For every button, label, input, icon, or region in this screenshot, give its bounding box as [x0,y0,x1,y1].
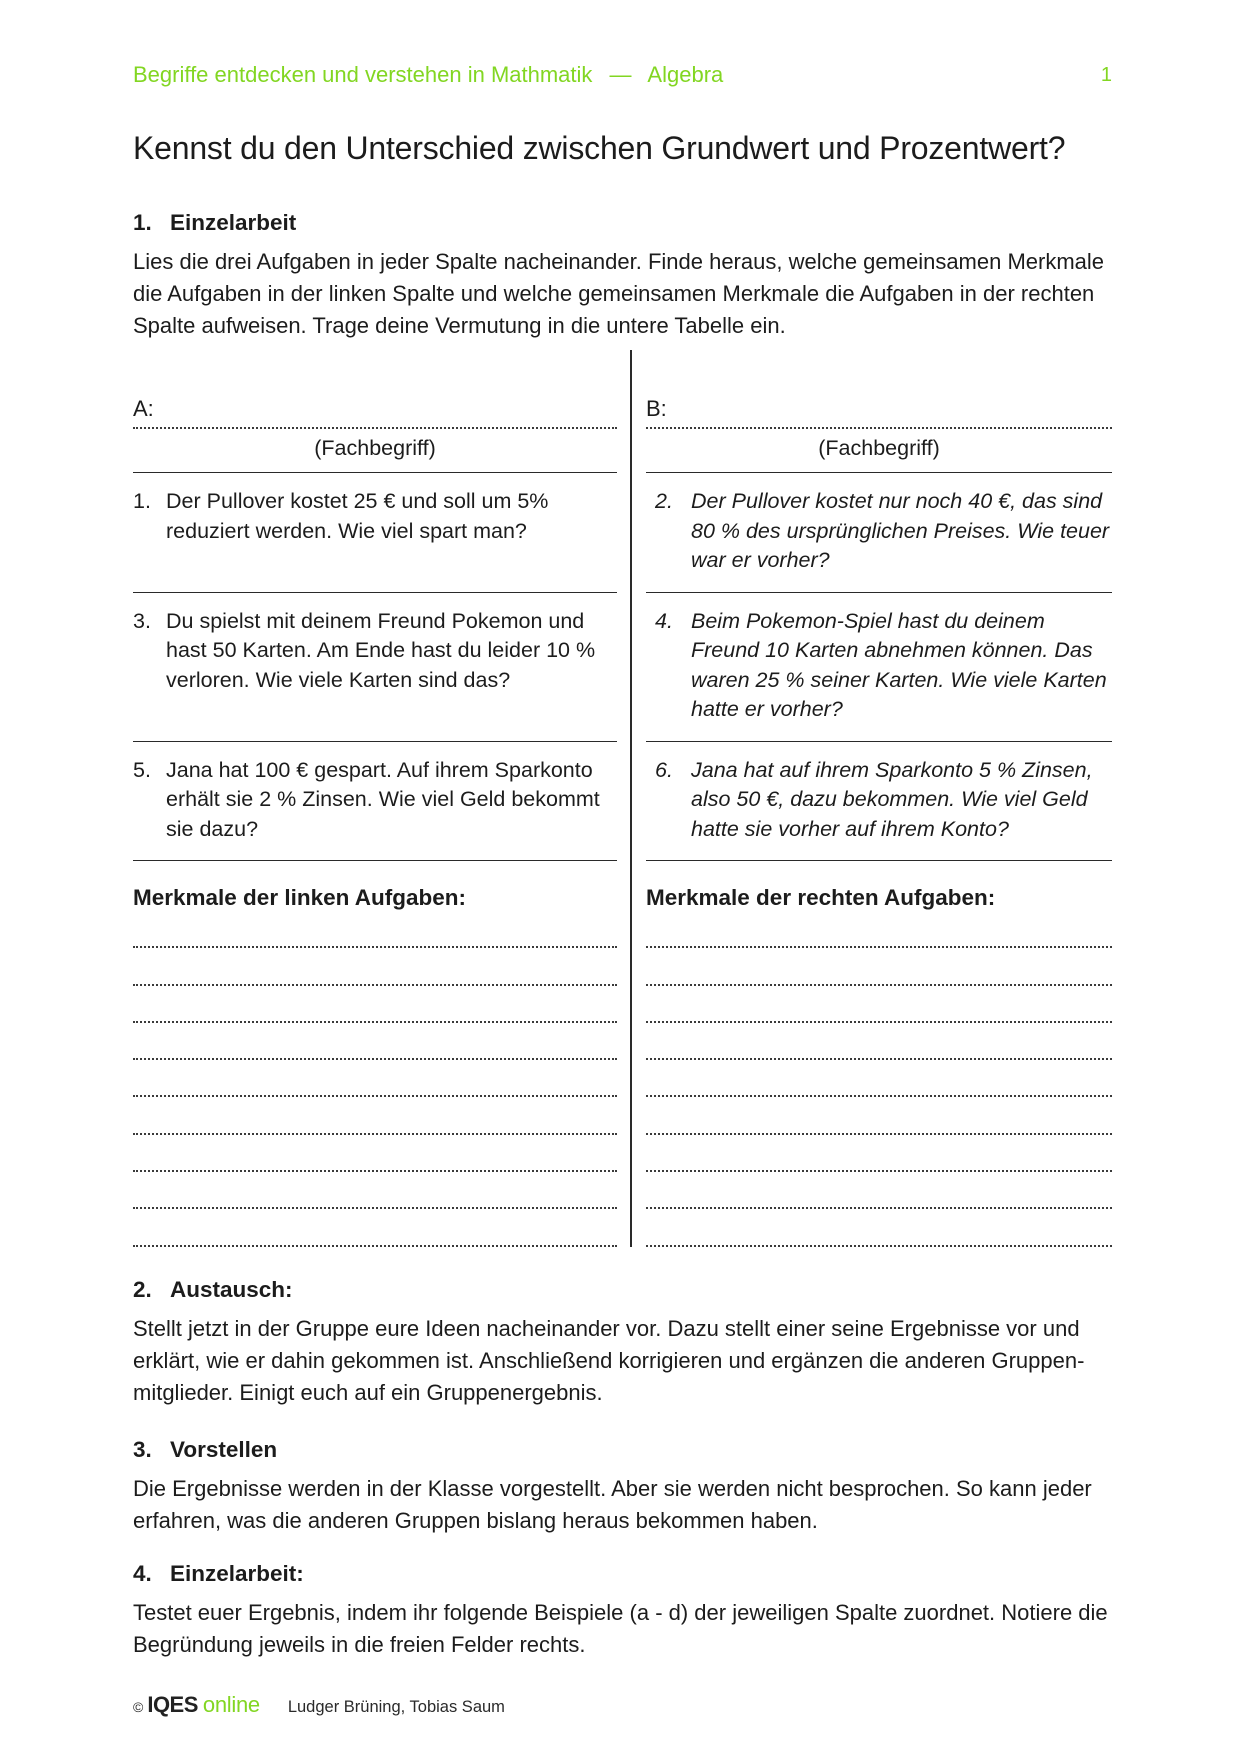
task-3-text: Du spielst mit deinem Freund Pokemon und hast 50 Karten. Am Ende hast du leider 10 % verloren. Wie viele Karten sind das? [166,608,596,692]
section-2-number: 2. [133,1276,152,1302]
task-1 [133,473,617,593]
writing-line [133,948,617,985]
writing-line [133,1135,617,1172]
copyright-symbol: © [133,1699,144,1715]
section-2-heading [133,1277,1112,1303]
task-5 [133,742,617,862]
section-3-heading [133,1437,1112,1463]
task-2-number: 2. [655,489,673,513]
task-3 [133,593,617,742]
writing-line [133,986,617,1023]
task-5-number: 5. [133,757,151,782]
writing-line [133,1060,617,1097]
task-4-number: 4. [655,608,673,633]
section-1-label: Einzelarbeit [170,210,297,235]
task-4-text: Beim Pokemon-Spiel hast du deinem Freund 10 Karten abnehmen können. Das waren 25 % seiner Karten. Wie viele Karten hatte er vorher? [691,608,1107,721]
section-2-label: Austausch: [170,1276,293,1302]
task-1-text: Der Pullover kostet 25 € und soll um 5% reduziert werden. Wie viel spart man? [166,489,549,543]
column-a-sublabel: (Fachbegriff) [314,436,436,460]
task-6-text: Jana hat auf ihrem Sparkonto 5 % Zinsen, also 50 €, dazu bekommen. Wie viel Geld hatte sie vorher auf ihrem Konto? [691,757,1093,841]
section-3-number: 3. [133,1436,152,1462]
task-6 [646,742,1112,862]
writing-line [646,948,1112,985]
worksheet-title: Kennst du den Unterschied zwischen Grundwert und Prozentwert? [133,130,1066,166]
section-4-text: Testet euer Ergebnis, indem ihr folgende Beispiele (a - d) der jeweiligen Spalte zuordnet. Notiere die Begründung jeweils in die freien Felder rechts. [133,1599,1108,1657]
iqes-logo-text: IQES [147,1692,198,1717]
column-b-header [646,354,1112,473]
column-divider [630,350,632,1247]
section-4-heading [133,1561,1112,1587]
merkmale-left-heading: Merkmale der linken Aufgaben: [133,885,466,910]
task-3-number: 3. [133,608,151,633]
section-1-number: 1. [133,210,152,235]
section-4-label: Einzelarbeit: [170,1560,304,1586]
section-4-number: 4. [133,1560,152,1586]
task-1-number: 1. [133,489,151,513]
task-4 [646,593,1112,742]
page-header [133,62,1112,88]
writing-line [646,1172,1112,1209]
iqes-logo-online-text: online [202,1692,260,1717]
task-6-number: 6. [655,757,673,782]
column-a-label: A: [133,396,154,421]
page-footer [133,1692,505,1718]
writing-line [133,911,617,948]
section-3-text: Die Ergebnisse werden in der Klasse vorgestellt. Aber sie werden nicht besprochen. So kann jeder erfahren, was die anderen Gruppen bislang heraus bekommen haben. [133,1475,1092,1533]
writing-line [133,1209,617,1246]
section-1-heading [133,210,1112,236]
writing-line [646,1209,1112,1246]
writing-line [646,986,1112,1023]
column-b-label: B: [646,396,667,421]
task-2-text: Der Pullover kostet nur noch 40 €, das sind 80 % des ursprünglichen Preises. Wie teuer war er vorher? [691,489,1110,572]
writing-line [646,911,1112,948]
task-5-text: Jana hat 100 € gespart. Auf ihrem Sparkonto erhält sie 2 % Zinsen. Wie viel Geld bekommt sie dazu? [166,757,600,841]
section-2-text: Stellt jetzt in der Gruppe eure Ideen nacheinander vor. Dazu stellt einer seine Ergebnisse vor und erklärt, wie er dahin gekommen ist. Anschließend korrigieren und ergänzen die anderen Gruppenmitglieder. Einigt euch auf ein Gruppenergebnis. [133,1315,1085,1405]
writing-line [133,1172,617,1209]
writing-line [646,1097,1112,1134]
column-b-label-line [646,396,1112,429]
task-2 [646,473,1112,593]
column-b-sublabel: (Fachbegriff) [818,436,940,460]
merkmale-right-heading: Merkmale der rechten Aufgaben: [646,885,996,910]
writing-line [133,1023,617,1060]
writing-line [646,1023,1112,1060]
document-series-title: Begriffe entdecken und verstehen in Mathmatik — Algebra [133,62,724,87]
page-number: 1 [1100,64,1112,86]
section-3-label: Vorstellen [170,1436,278,1462]
column-a-label-line [133,396,617,429]
writing-line [133,1097,617,1134]
writing-line [646,1135,1112,1172]
authors: Ludger Brüning, Tobias Saum [287,1698,505,1716]
column-a-header [133,354,617,473]
comparison-table [133,354,1112,1247]
writing-line [646,1060,1112,1097]
section-1-text: Lies die drei Aufgaben in jeder Spalte nacheinander. Finde heraus, welche gemeinsamen Merkmale die Aufgaben in der linken Spalte und welche gemeinsamen Merkmale die Aufgaben in der rechten Spalte aufweisen. Trage deine Vermutung in die untere Tabelle ein. [133,249,1105,338]
